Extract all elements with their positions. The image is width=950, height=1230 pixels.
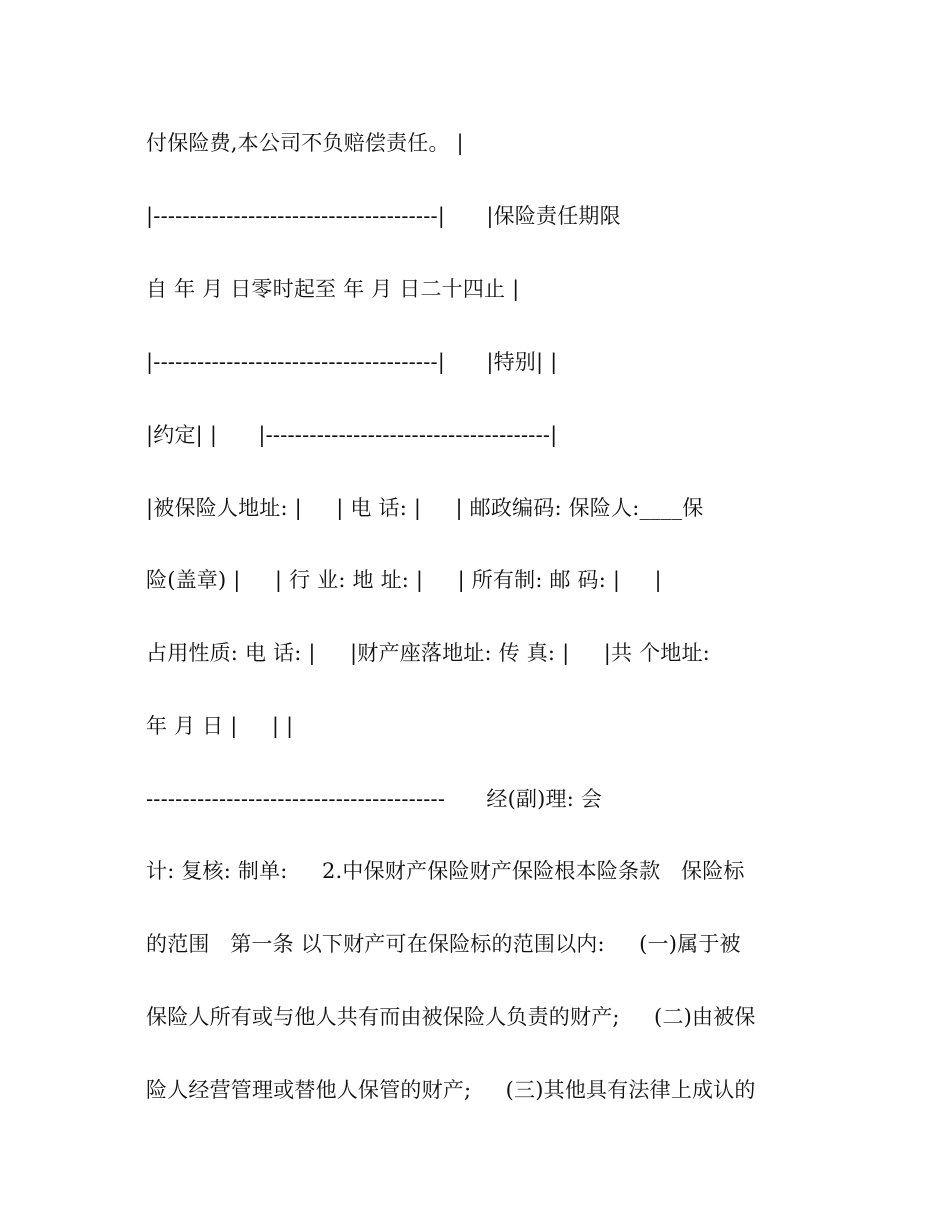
text-line: |约定| | |---------------------------------------| — [146, 423, 558, 447]
text-line: ----------------------------------------- 经(副)理: 会 — [146, 787, 603, 811]
text-line: 险(盖章) | | 行 业: 地 址: | | 所有制: 邮 码: | | — [146, 568, 662, 592]
text-line: 年 月 日 | | | — [146, 714, 294, 738]
text-line: 占用性质: 电 话: | |财产座落地址: 传 真: | |共 个地址: — [146, 641, 710, 665]
text-line: 保险人所有或与他人共有而由被保险人负责的财产; (二)由被保 — [146, 1005, 756, 1029]
text-line: 险人经营管理或替他人保管的财产; (三)其他具有法律上成认的 — [146, 1078, 756, 1102]
text-line: 计: 复核: 制单: 2.中保财产保险财产保险根本险条款 保险标 — [146, 859, 745, 883]
text-line: 付保险费,本公司不负赔偿责任。 | — [146, 131, 464, 155]
text-line: |---------------------------------------| |保险责任期限 — [146, 204, 621, 228]
text-line: |---------------------------------------| |特别| | — [146, 350, 558, 374]
text-line: 自 年 月 日零时起至 年 月 日二十四止 | — [146, 277, 520, 301]
text-line: 的范围 第一条 以下财产可在保险标的范围以内: (一)属于被 — [146, 932, 741, 956]
text-line: |被保险人地址: | | 电 话: | | 邮政编码: 保险人:____保 — [146, 496, 704, 520]
